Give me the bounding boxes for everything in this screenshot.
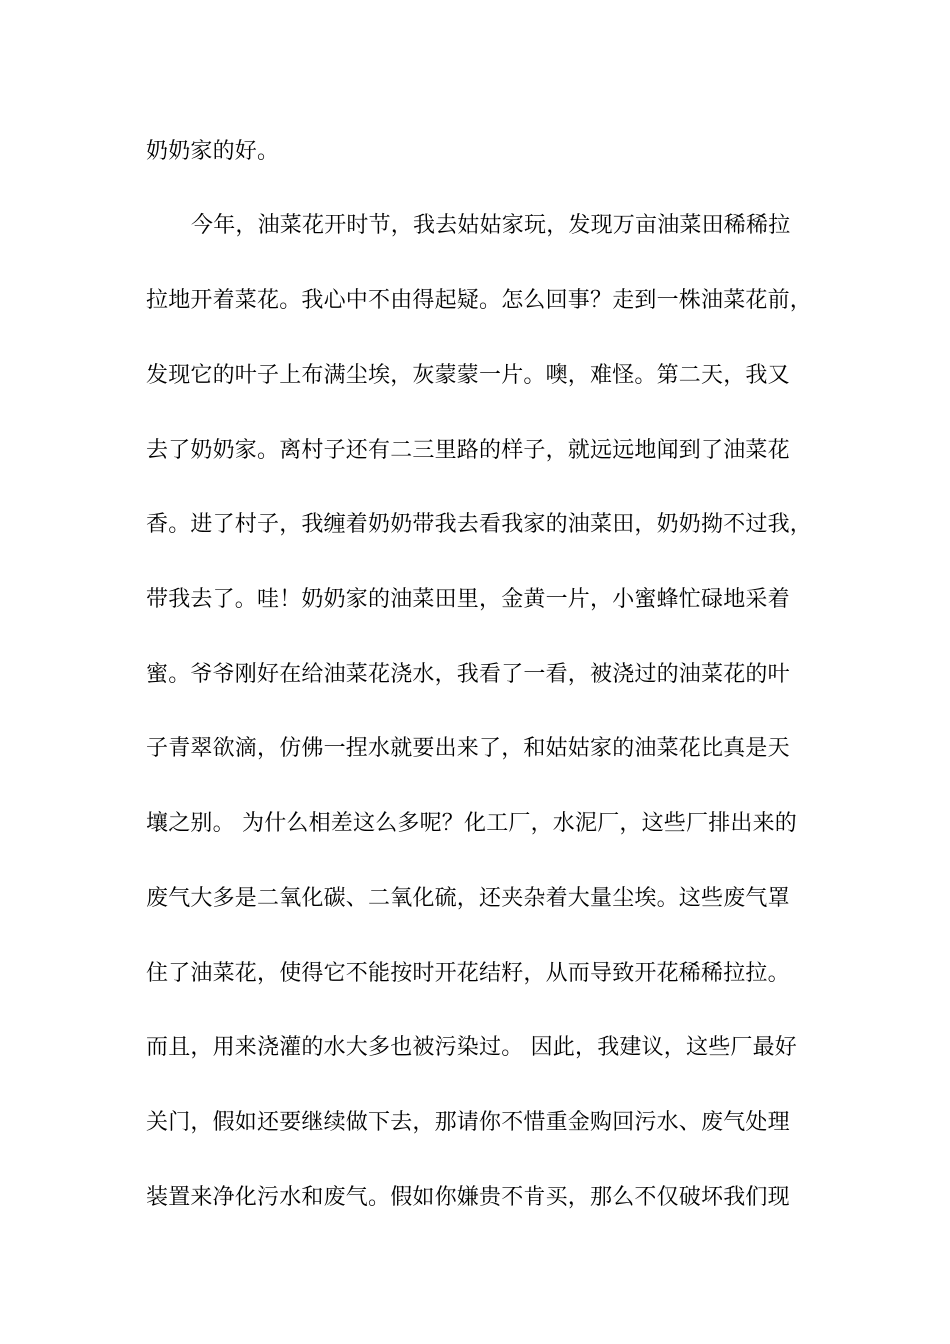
text-line-10: 壤之别。 为什么相差这么多呢？化工厂，水泥厂，这些厂排出来的 [146, 811, 797, 836]
text-line-11: 废气大多是二氧化碳、二氧化硫，还夹杂着大量尘埃。这些废气罩 [146, 886, 790, 911]
text-line-3: 拉地开着菜花。我心中不由得起疑。怎么回事？走到一株油菜花前， [146, 288, 813, 313]
text-line-2: 今年，油菜花开时节，我去姑姑家玩，发现万亩油菜田稀稀拉 [191, 213, 791, 238]
text-line-7: 带我去了。哇！奶奶家的油菜田里，金黄一片，小蜜蜂忙碌地采着 [146, 587, 790, 612]
text-line-15: 装置来净化污水和废气。假如你嫌贵不肯买，那么不仅破坏我们现 [146, 1185, 790, 1210]
text-line-12: 住了油菜花，使得它不能按时开花结籽，从而导致开花稀稀拉拉。 [146, 961, 790, 986]
text-line-5: 去了奶奶家。离村子还有二三里路的样子，就远远地闻到了油菜花 [146, 438, 790, 463]
text-line-1: 奶奶家的好。 [146, 139, 280, 164]
text-line-13: 而且，用来浇灌的水大多也被污染过。 因此，我建议，这些厂最好 [146, 1035, 797, 1060]
text-line-9: 子青翠欲滴，仿佛一捏水就要出来了，和姑姑家的油菜花比真是天 [146, 736, 790, 761]
text-line-8: 蜜。爷爷刚好在给油菜花浇水，我看了一看，被浇过的油菜花的叶 [146, 662, 790, 687]
text-line-14: 关门，假如还要继续做下去，那请你不惜重金购回污水、废气处理 [146, 1110, 790, 1135]
text-line-6: 香。进了村子，我缠着奶奶带我去看我家的油菜田，奶奶拗不过我， [146, 512, 813, 537]
text-line-4: 发现它的叶子上布满尘埃，灰蒙蒙一片。噢，难怪。第二天，我又 [146, 363, 790, 388]
